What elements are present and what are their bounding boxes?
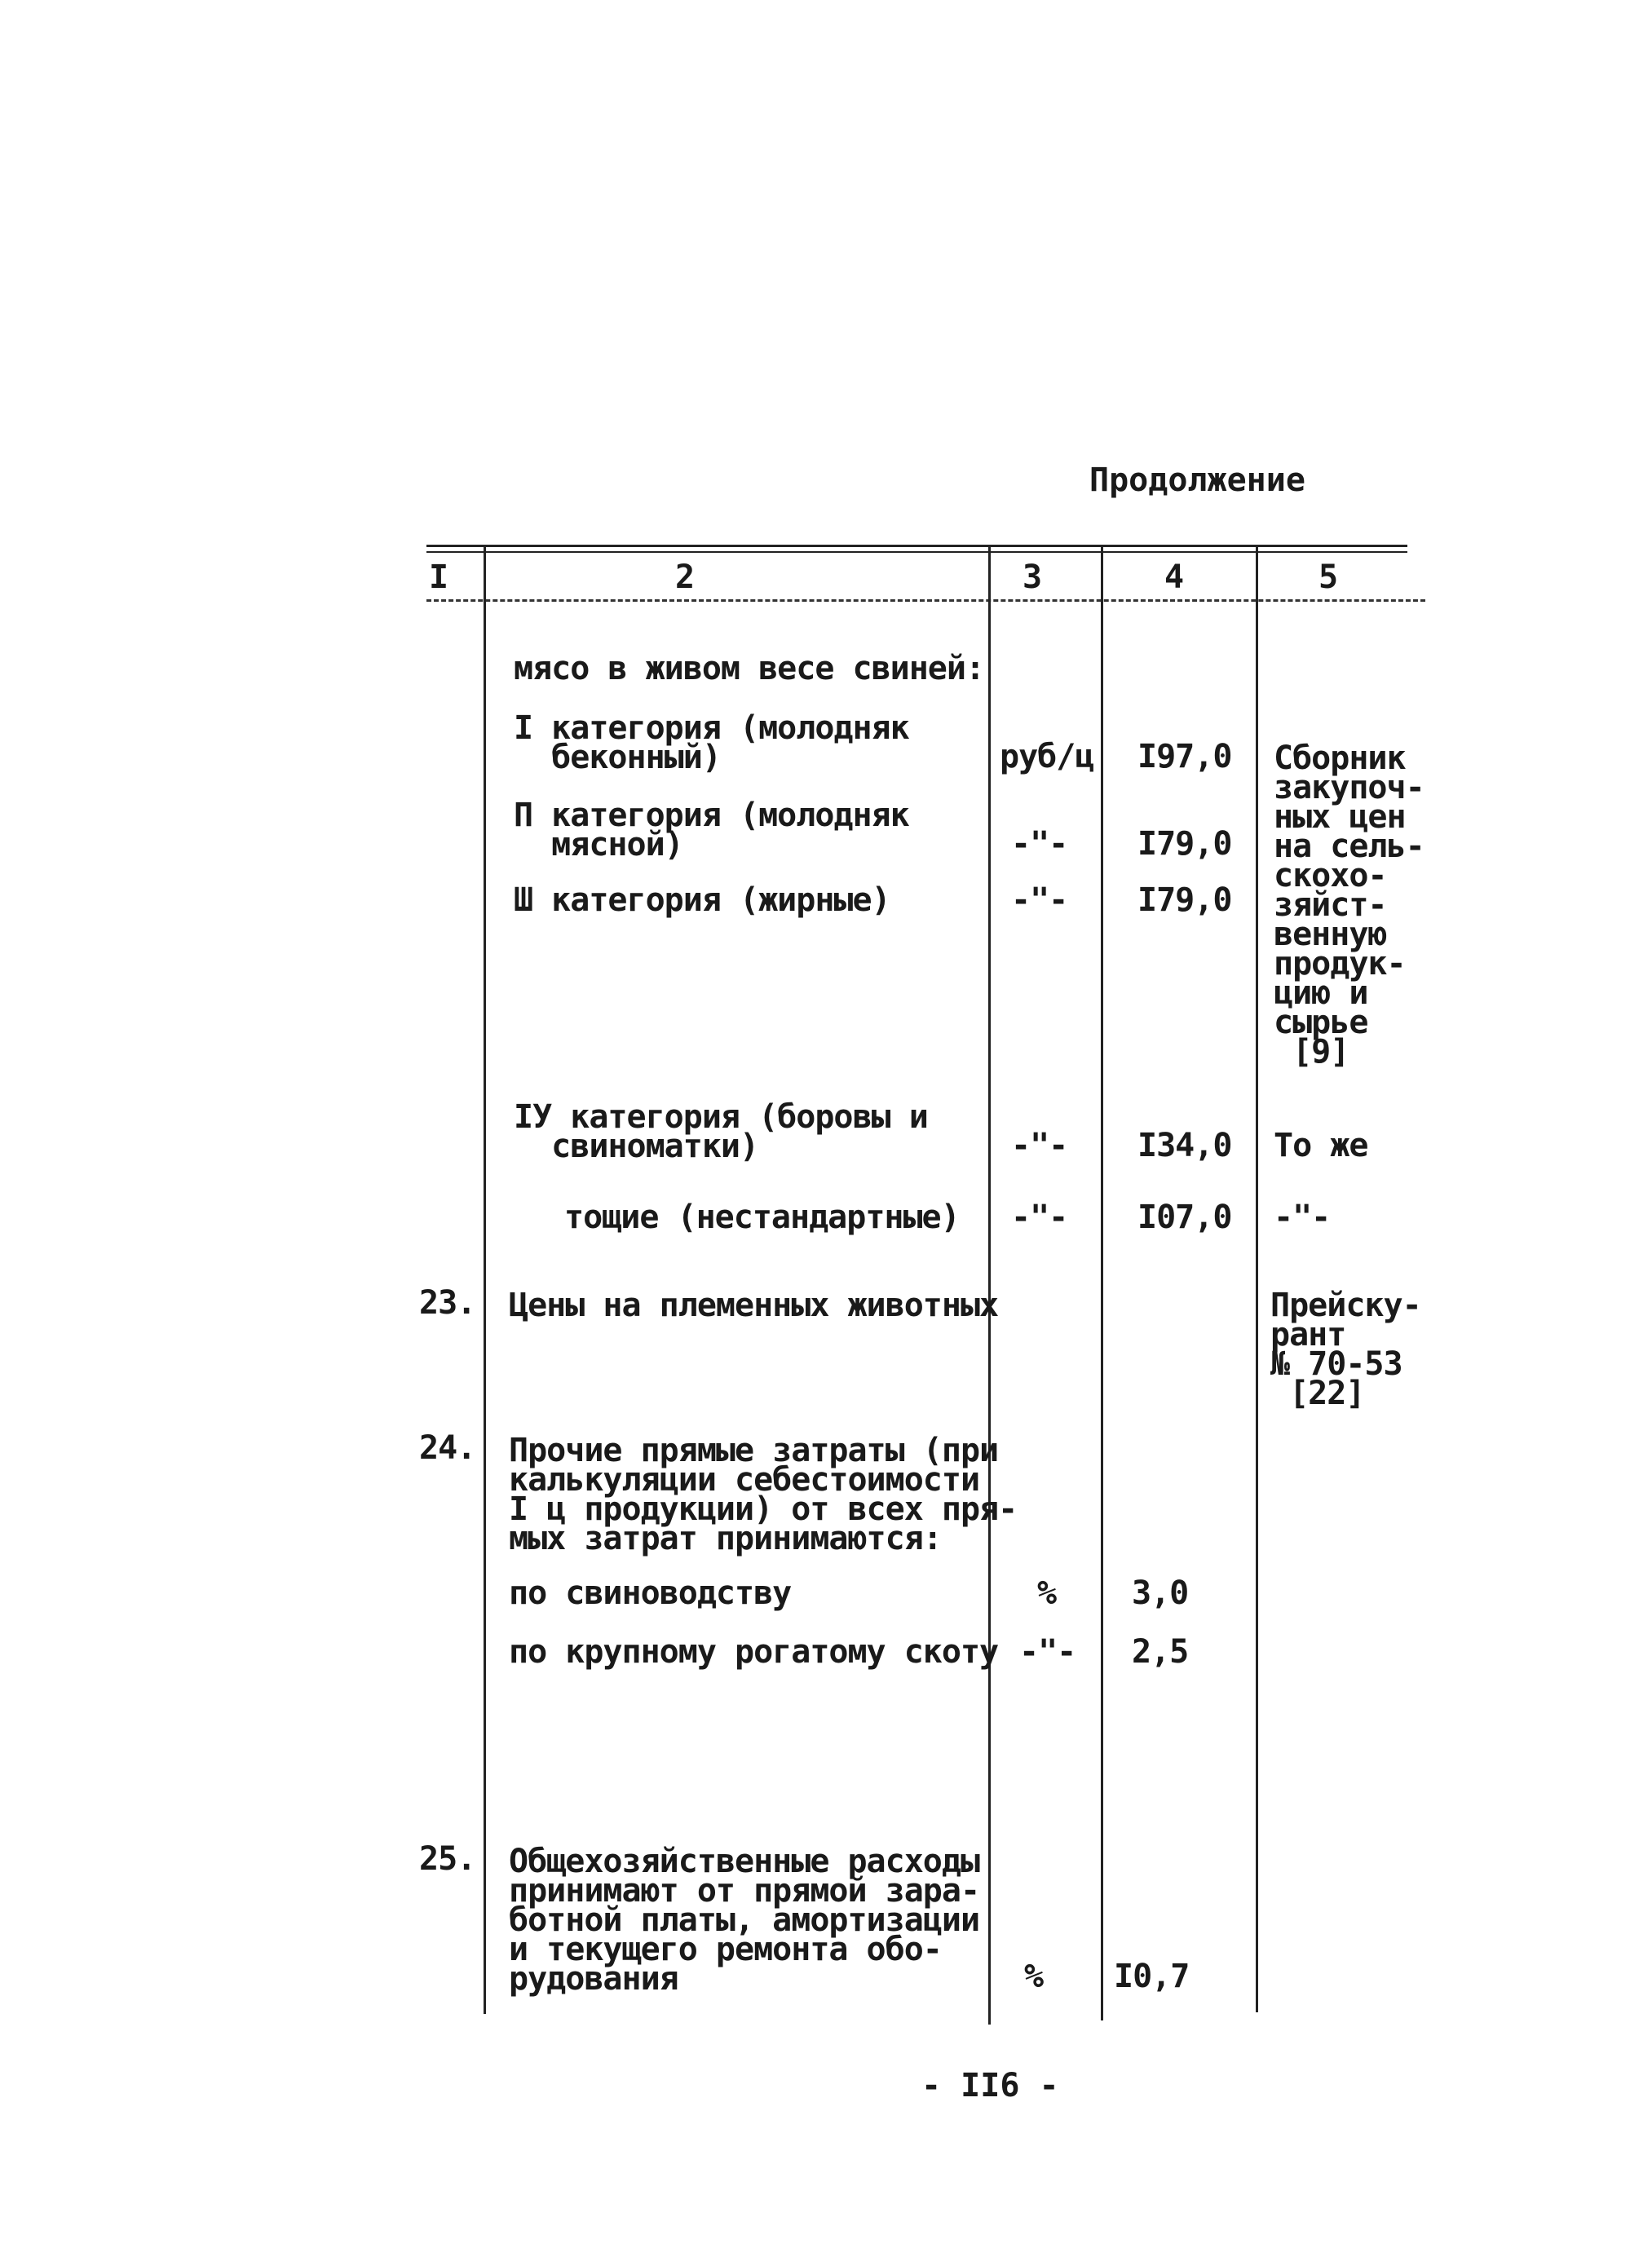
row-source: Прейску- рант № 70-53 [22]	[1270, 1287, 1421, 1412]
row-value: I97,0	[1137, 738, 1232, 775]
row-description: по крупному рогатому скоту	[509, 1633, 999, 1671]
continuation-label: Продолжение	[1089, 461, 1305, 499]
row-description: по свиноводству	[509, 1574, 792, 1612]
row-unit: -"-	[1011, 1127, 1068, 1164]
row-source: Сборник закупоч- ных цен на сель- скохо- зяйст- венную продук- цию и сырье [9]	[1274, 740, 1425, 1071]
row-value: I79,0	[1137, 881, 1232, 919]
col-header-1: I	[429, 559, 448, 596]
row-description: I категория (молодняк беконный)	[514, 709, 909, 776]
page-number: - II6 -	[921, 2067, 1059, 2104]
row-number: 24.	[419, 1429, 476, 1467]
row-unit: %	[1037, 1574, 1057, 1612]
table-top-rule-2	[426, 551, 1407, 553]
row-value: I0,7	[1114, 1958, 1190, 1995]
row-description: Ш категория (жирные)	[514, 881, 890, 919]
table-top-rule	[426, 545, 1407, 547]
row-group-title: мясо в живом весе свиней:	[514, 650, 985, 687]
row-value: I07,0	[1137, 1199, 1232, 1236]
row-unit: -"-	[1011, 881, 1068, 919]
col-divider-1	[484, 545, 486, 2014]
row-description: П категория (молодняк мясной)	[514, 797, 909, 863]
row-number: 25.	[419, 1840, 476, 1878]
row-description: Цены на племенных животных	[509, 1287, 999, 1324]
col-header-5: 5	[1319, 559, 1338, 596]
row-value: I79,0	[1137, 825, 1232, 863]
row-unit: -"-	[1019, 1633, 1076, 1671]
col-divider-2	[988, 545, 991, 2025]
row-source: То же	[1274, 1127, 1368, 1164]
row-unit: руб/ц	[1000, 738, 1094, 775]
row-unit: %	[1024, 1958, 1044, 1995]
row-value: I34,0	[1137, 1127, 1232, 1164]
row-number: 23.	[419, 1284, 476, 1322]
row-unit: -"-	[1011, 825, 1068, 863]
header-dash-rule	[426, 599, 1425, 602]
col-divider-4	[1256, 545, 1258, 2012]
row-value: 3,0	[1132, 1574, 1189, 1612]
row-unit: -"-	[1011, 1199, 1068, 1236]
row-source: -"-	[1274, 1199, 1331, 1236]
row-description: Общехозяйственные расходы принимают от прямой зара- ботной платы, амортизации и текущего ремонта обо- рудования	[509, 1843, 980, 1998]
row-description: тощие (нестандартные)	[564, 1199, 960, 1236]
row-value: 2,5	[1132, 1633, 1189, 1671]
col-header-3: 3	[1023, 559, 1042, 596]
col-header-4: 4	[1164, 559, 1184, 596]
col-divider-3	[1101, 545, 1103, 2020]
col-header-2: 2	[675, 559, 695, 596]
row-description: IУ категория (боровы и свиноматки)	[514, 1098, 928, 1165]
row-description: Прочие прямые затраты (при калькуляции себестоимости I ц продукции) от всех пря- мых затрат принимаются:	[509, 1432, 1018, 1557]
